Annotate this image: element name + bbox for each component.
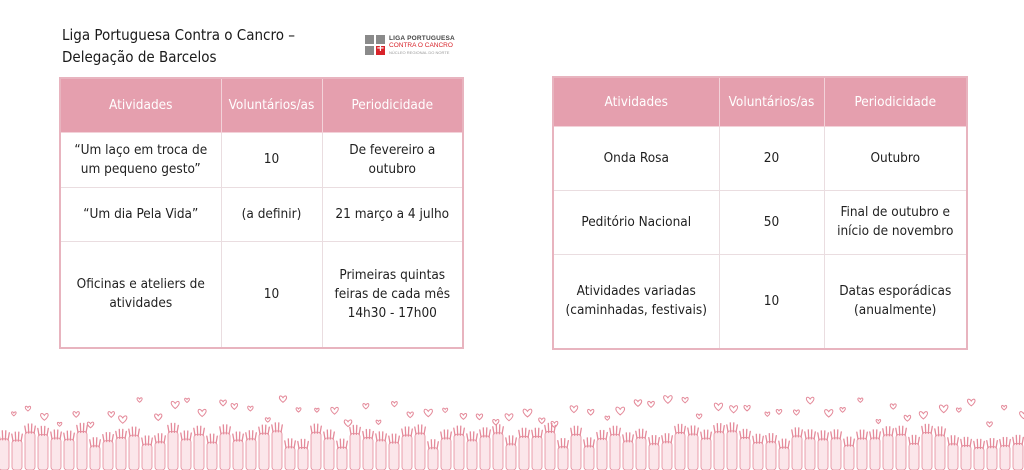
raised-hand-icon — [610, 426, 621, 470]
volunteers-cell: 50 — [719, 190, 824, 254]
heart-icon — [714, 403, 722, 410]
raised-hand-icon — [857, 430, 868, 470]
heart-icon — [185, 398, 190, 402]
raised-hand-icon — [740, 429, 751, 470]
heart-icon — [648, 401, 655, 407]
raised-hand-icon — [298, 439, 309, 470]
raised-hand-icon — [675, 424, 686, 470]
heart-icon — [904, 415, 911, 421]
title-line-2: Delegação de Barcelos — [62, 48, 217, 66]
raised-hand-icon — [194, 426, 205, 470]
raised-hand-icon — [168, 423, 179, 470]
periodicity-cell: De fevereiro a outubro — [322, 132, 463, 187]
raised-hand-icon — [870, 430, 881, 470]
raised-hand-icon — [883, 427, 894, 470]
activity-cell: Atividades variadas (caminhadas, festivais) — [553, 254, 719, 349]
raised-hand-icon — [649, 436, 660, 470]
table-row — [553, 254, 967, 349]
heart-icon — [220, 400, 227, 406]
periodicity-cell: 21 março a 4 julho — [322, 187, 463, 241]
periodicity-cell: Datas esporádicas (anualmente) — [824, 254, 967, 349]
heart-icon — [605, 416, 610, 420]
heart-icon — [460, 413, 467, 419]
raised-hand-icon — [181, 431, 192, 470]
lpcc-logo — [365, 33, 455, 57]
heart-icon — [1002, 405, 1007, 410]
column-header-periodicity: Periodicidade — [824, 77, 967, 126]
heart-icon — [505, 414, 513, 421]
raised-hand-icon — [727, 423, 738, 470]
heart-icon — [73, 412, 79, 418]
raised-hand-icon — [688, 426, 699, 470]
title-line-1: Liga Portuguesa Contra o Cancro – — [62, 26, 295, 44]
table-row — [60, 132, 463, 187]
raised-hand-icon — [38, 426, 49, 470]
heart-icon — [730, 406, 738, 413]
column-header-volunteers: Voluntários/as — [719, 77, 824, 126]
raised-hand-icon — [142, 436, 153, 470]
heart-icon — [137, 398, 142, 403]
raised-hand-icon — [844, 437, 855, 470]
heart-icon — [392, 402, 398, 407]
raised-hand-icon — [506, 436, 517, 470]
heart-icon — [57, 422, 61, 426]
raised-hand-icon — [714, 424, 725, 470]
heart-icon — [765, 412, 770, 416]
heart-icon — [523, 409, 532, 417]
activities-table-right — [552, 76, 968, 350]
raised-hand-icon — [831, 430, 842, 470]
raised-hand-icon — [0, 431, 9, 470]
raised-hand-icon — [1000, 437, 1011, 470]
raised-hand-icon — [493, 425, 504, 470]
heart-icon — [41, 413, 49, 420]
heart-icon — [171, 401, 179, 408]
raised-hand-icon — [519, 428, 530, 470]
heart-icon — [296, 408, 301, 412]
heart-icon — [344, 420, 352, 427]
heart-icon — [744, 405, 750, 411]
raised-hand-icon — [805, 430, 816, 470]
raised-hand-icon — [545, 423, 556, 470]
heart-icon — [967, 399, 975, 406]
column-header-volunteers: Voluntários/as — [221, 78, 322, 132]
heart-icon — [265, 418, 270, 422]
raised-hand-icon — [701, 430, 712, 470]
heart-icon — [231, 404, 238, 410]
raised-hand-icon — [454, 426, 465, 470]
raised-hand-icon — [415, 425, 426, 470]
raised-hand-icon — [779, 439, 790, 470]
heart-icon — [407, 412, 413, 418]
raised-hand-icon — [766, 434, 777, 470]
heart-icon — [890, 404, 896, 409]
raised-hand-icon — [220, 425, 231, 470]
logo-text-line-2: CONTRA O CANCRO — [389, 41, 453, 49]
heart-icon — [840, 407, 845, 412]
raised-hand-icon — [922, 424, 933, 470]
raised-hand-icon — [792, 428, 803, 470]
heart-icon — [616, 407, 625, 415]
raised-hand-icon — [597, 430, 608, 470]
raised-hand-icon — [103, 433, 114, 470]
raised-hand-icon — [207, 434, 218, 470]
raised-hand-icon — [337, 439, 348, 470]
activity-cell: Onda Rosa — [553, 126, 719, 190]
heart-icon — [363, 404, 369, 409]
heart-icon — [793, 410, 799, 415]
raised-hand-icon — [402, 427, 413, 470]
raised-hand-icon — [12, 432, 22, 470]
raised-hand-icon — [272, 423, 283, 470]
logo-text-line-1: LIGA PORTUGUESA — [389, 34, 455, 42]
raised-hand-icon — [480, 428, 491, 470]
activity-cell: Peditório Nacional — [553, 190, 719, 254]
table-header-row — [553, 77, 967, 126]
raised-hand-icon — [441, 430, 452, 470]
periodicity-cell: Final de outubro e início de novembro — [824, 190, 967, 254]
heart-icon — [424, 409, 432, 416]
heart-icon — [315, 408, 319, 412]
heart-icon — [776, 409, 781, 414]
heart-icon — [198, 409, 206, 416]
heart-icon — [634, 400, 641, 407]
raised-hand-icon — [1013, 435, 1024, 470]
heart-icon — [25, 406, 30, 411]
heart-icon — [939, 405, 948, 413]
heart-icon — [987, 422, 993, 427]
raised-hand-icon — [935, 427, 946, 470]
raised-hand-icon — [909, 435, 920, 470]
heart-icon — [806, 397, 814, 404]
raised-hand-icon — [467, 432, 478, 470]
heart-icon — [279, 396, 286, 402]
heart-icon — [376, 420, 381, 424]
volunteers-cell: 10 — [221, 132, 322, 187]
raised-hand-icon — [532, 428, 543, 470]
raised-hand-icon — [818, 431, 829, 470]
raised-hand-icon — [77, 423, 88, 470]
column-header-activities: Atividades — [60, 78, 221, 132]
column-header-periodicity: Periodicidade — [322, 78, 463, 132]
heart-icon — [493, 419, 499, 425]
raised-hand-icon — [285, 439, 296, 470]
column-header-activities: Atividades — [553, 77, 719, 126]
raised-hand-icon — [116, 429, 127, 470]
raised-hand-icon — [662, 434, 673, 470]
table-row — [60, 241, 463, 348]
volunteers-cell: 10 — [719, 254, 824, 349]
raised-hand-icon — [311, 424, 322, 470]
heart-icon — [248, 406, 253, 411]
raised-hand-icon — [155, 434, 166, 470]
logo-mark-icon — [365, 35, 385, 55]
raised-hand-icon — [987, 439, 998, 470]
logo-text-line-3: NÚCLEO REGIONAL DO NORTE — [389, 49, 450, 55]
raised-hand-icon — [571, 426, 582, 470]
raised-hand-icon — [246, 431, 256, 470]
volunteers-cell: 20 — [719, 126, 824, 190]
raised-hand-icon — [324, 430, 335, 470]
raised-hand-icon — [584, 438, 595, 470]
heart-icon — [119, 416, 127, 423]
heart-icon — [476, 414, 482, 420]
raised-hand-icon — [259, 425, 270, 470]
activity-cell: “Um laço em troca de um pequeno gesto” — [60, 132, 221, 187]
raised-hand-icon — [25, 424, 36, 470]
heart-icon — [87, 422, 93, 428]
table-row — [60, 187, 463, 241]
volunteers-cell: 10 — [221, 241, 322, 348]
hands-and-hearts-border — [0, 392, 1024, 470]
raised-hand-icon — [233, 432, 244, 470]
raised-hand-icon — [376, 432, 387, 470]
raised-hand-icon — [623, 433, 634, 470]
heart-icon — [858, 398, 863, 402]
heart-icon — [12, 412, 16, 416]
periodicity-cell: Primeiras quintas feiras de cada mês 14h30 - 17h00 — [322, 241, 463, 348]
volunteers-cell: (a definir) — [221, 187, 322, 241]
heart-icon — [682, 397, 688, 402]
heart-icon — [876, 420, 881, 424]
raised-hand-icon — [64, 431, 75, 470]
heart-icon — [539, 418, 545, 424]
table-row — [553, 190, 967, 254]
heart-icon — [443, 408, 448, 412]
raised-hand-icon — [636, 429, 647, 470]
raised-hand-icon — [961, 437, 972, 470]
periodicity-cell: Outubro — [824, 126, 967, 190]
heart-icon — [155, 414, 162, 420]
table-row — [553, 126, 967, 190]
activity-cell: “Um dia Pela Vida” — [60, 187, 221, 241]
raised-hand-icon — [428, 440, 439, 470]
raised-hand-icon — [948, 436, 959, 470]
heart-icon — [1020, 412, 1024, 419]
heart-icon — [664, 396, 673, 404]
raised-hand-icon — [974, 439, 985, 470]
raised-hand-icon — [350, 425, 361, 470]
heart-icon — [956, 408, 961, 412]
activities-table-left — [59, 77, 464, 349]
heart-icon — [570, 406, 578, 413]
heart-icon — [919, 412, 927, 419]
raised-hand-icon — [90, 438, 101, 470]
raised-hand-icon — [558, 439, 569, 470]
heart-icon — [331, 407, 339, 414]
raised-hand-icon — [363, 430, 374, 470]
table-header-row — [60, 78, 463, 132]
raised-hand-icon — [129, 427, 140, 470]
heart-icon — [696, 414, 701, 419]
heart-icon — [108, 412, 114, 418]
hands-hearts-motif-icon — [0, 392, 1024, 470]
raised-hand-icon — [51, 430, 62, 470]
raised-hand-icon — [389, 434, 400, 470]
heart-icon — [588, 409, 594, 415]
organization-title — [62, 24, 295, 68]
raised-hand-icon — [896, 426, 907, 470]
activity-cell: Oficinas e ateliers de atividades — [60, 241, 221, 348]
heart-icon — [825, 410, 833, 417]
raised-hand-icon — [753, 434, 764, 470]
